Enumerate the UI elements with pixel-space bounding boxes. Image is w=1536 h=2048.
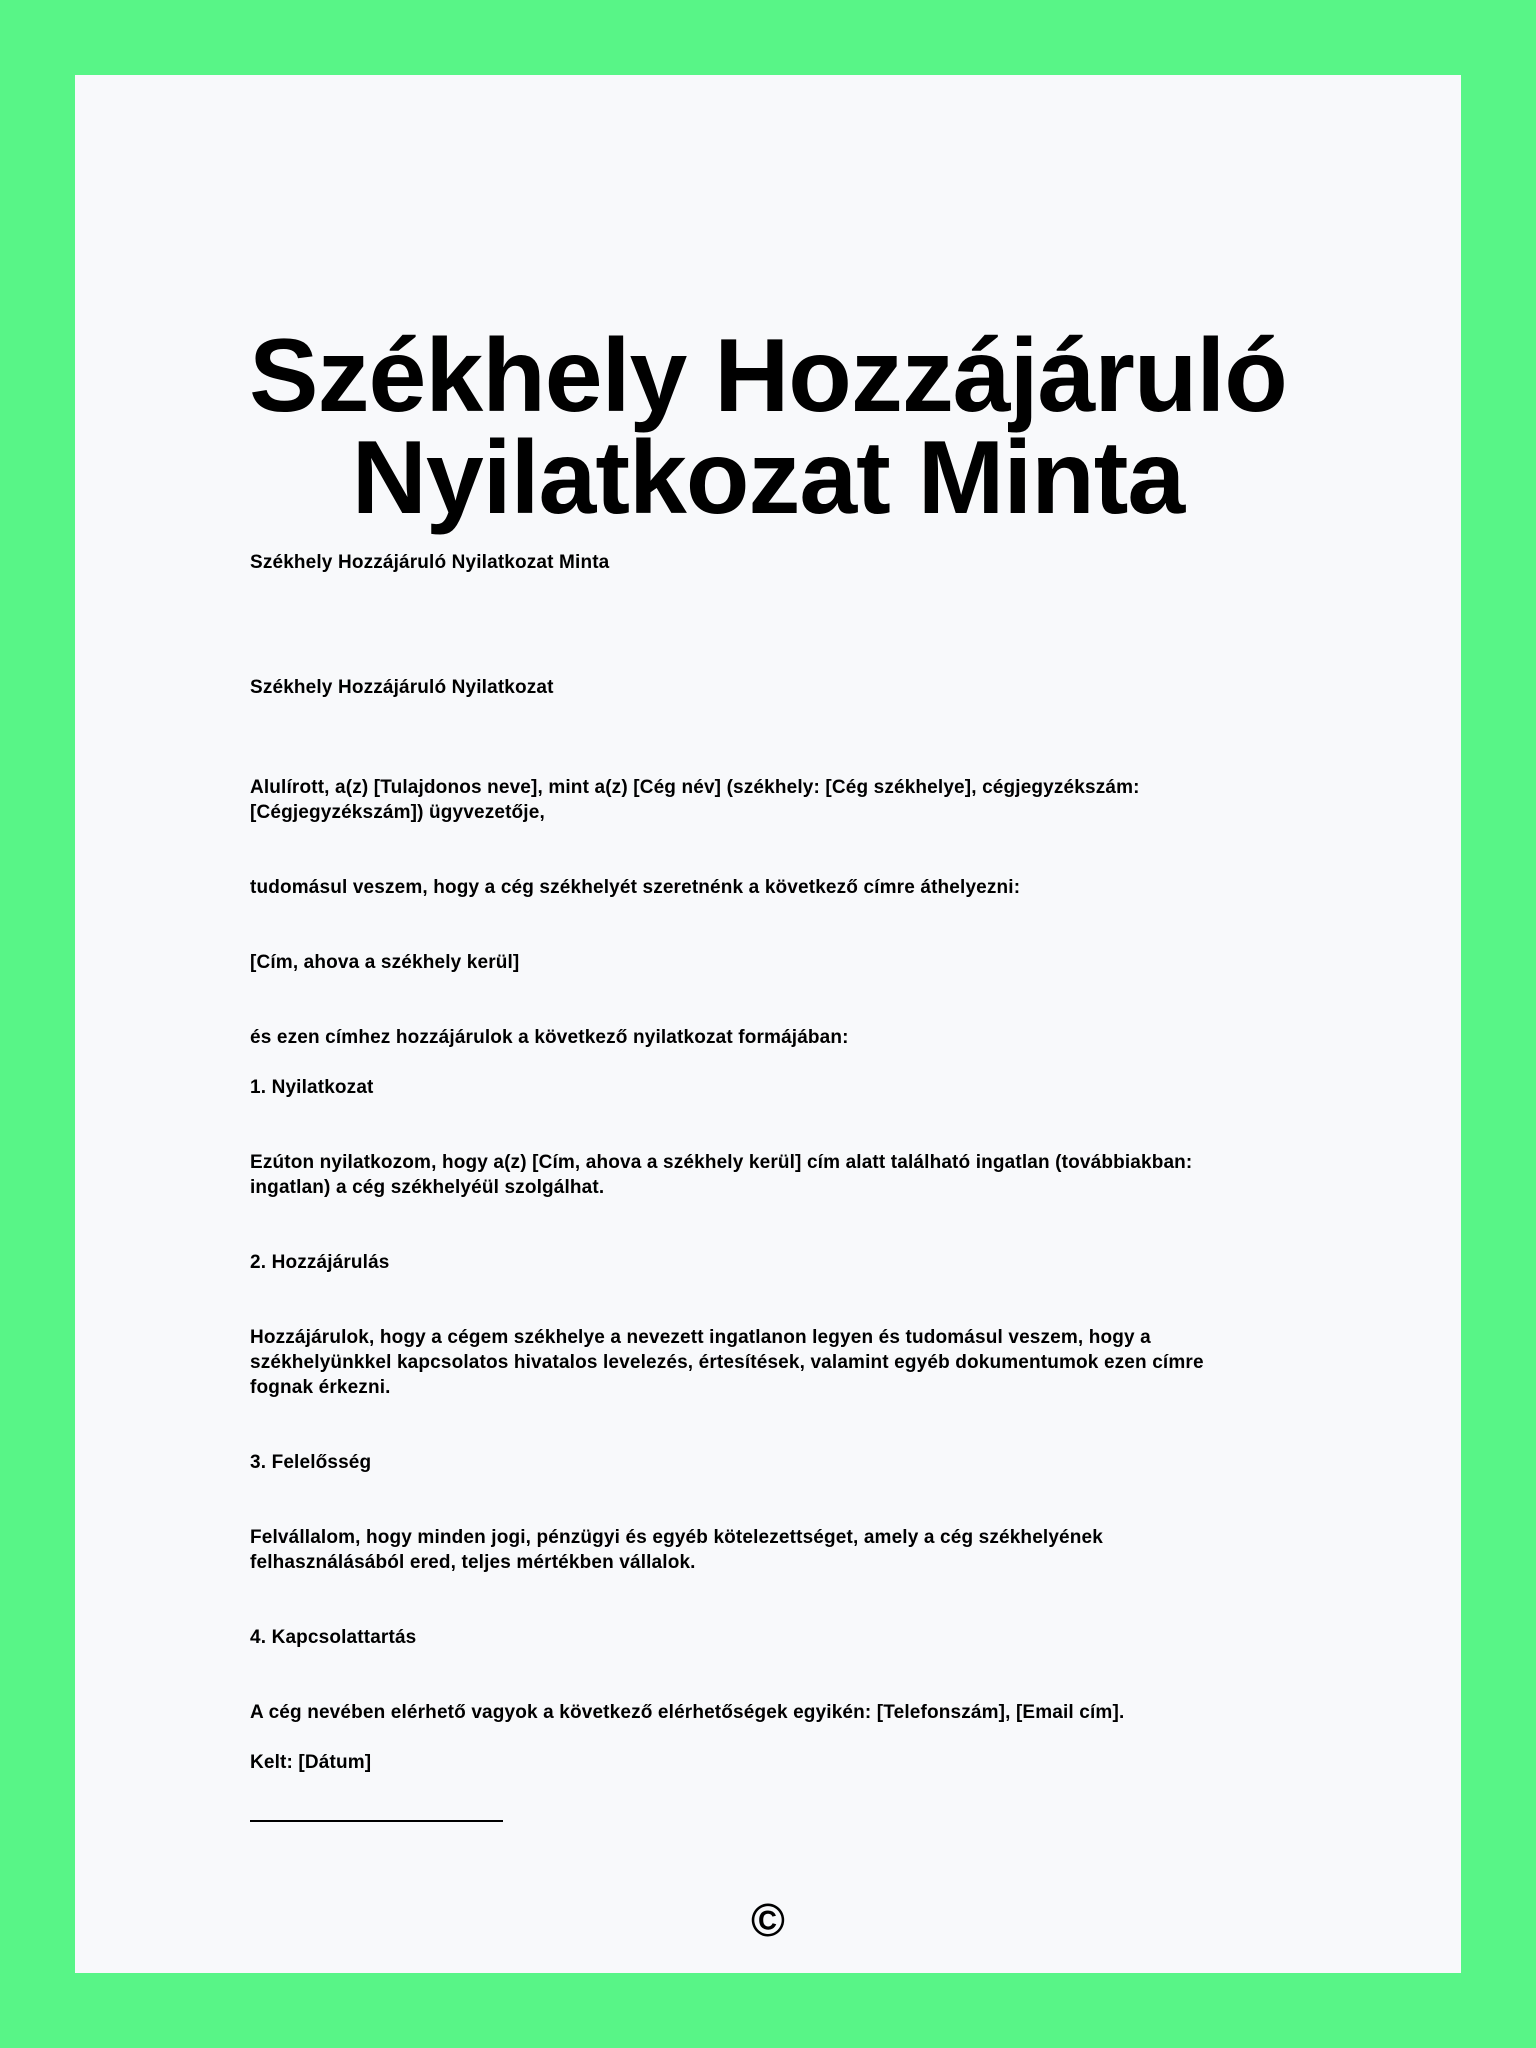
section-text-line: ingatlan) a cég székhelyéül szolgálhat. — [250, 1177, 605, 1198]
copyright-icon: © — [751, 1894, 785, 1946]
section-heading-kapcsolattartas: 4. Kapcsolattartás — [250, 1627, 417, 1648]
section-text-line: Hozzájárulok, hogy a cégem székhelye a nevezett ingatlanon legyen és tudomásul veszem, hogy a — [250, 1327, 1151, 1348]
section-heading-felelosseg: 3. Felelősség — [250, 1452, 372, 1473]
intro-line-2: [Cégjegyzékszám]) ügyvezetője, — [250, 802, 545, 823]
section-text-line: fognak érkezni. — [250, 1377, 391, 1398]
date-line: Kelt: [Dátum] — [250, 1752, 372, 1773]
notice-paragraph: tudomásul veszem, hogy a cég székhelyét szeretnénk a következő címre áthelyezni: — [250, 877, 1021, 898]
document-subtitle: Székhely Hozzájáruló Nyilatkozat Minta — [250, 552, 610, 573]
document-heading: Székhely Hozzájáruló Nyilatkozat — [250, 677, 554, 698]
section-heading-nyilatkozat: 1. Nyilatkozat — [250, 1077, 374, 1098]
section-text-line: felhasználásából ered, teljes mértékben vállalok. — [250, 1552, 696, 1573]
page-title-line-2: Nyilatkozat Minta — [351, 420, 1185, 536]
consent-intro: és ezen címhez hozzájárulok a következő nyilatkozat formájában: — [250, 1027, 849, 1048]
section-text-line: Ezúton nyilatkozom, hogy a(z) [Cím, ahova a székhely kerül] cím alatt található ingatlan (továbbiakban: — [250, 1152, 1193, 1173]
section-text-line: Felvállalom, hogy minden jogi, pénzügyi és egyéb kötelezettséget, amely a cég székhelyének — [250, 1527, 1103, 1548]
section-heading-hozzajarulas: 2. Hozzájárulás — [250, 1252, 390, 1273]
intro-line-1: Alulírott, a(z) [Tulajdonos neve], mint a(z) [Cég név] (székhely: [Cég székhelye], cégjegyzékszám: — [250, 777, 1140, 798]
document-page — [75, 75, 1461, 1973]
page-title — [75, 318, 1461, 536]
section-text-line: A cég nevében elérhető vagyok a következő elérhetőségek egyikén: [Telefonszám], [Email cím]. — [250, 1702, 1125, 1723]
signature-line — [250, 1820, 503, 1822]
page-title-line-1: Székhely Hozzájáruló — [249, 318, 1287, 434]
section-text-line: székhelyünkkel kapcsolatos hivatalos levelezés, értesítések, valamint egyéb dokumentumok ezen címre — [250, 1352, 1204, 1373]
address-placeholder: [Cím, ahova a székhely kerül] — [250, 952, 520, 973]
